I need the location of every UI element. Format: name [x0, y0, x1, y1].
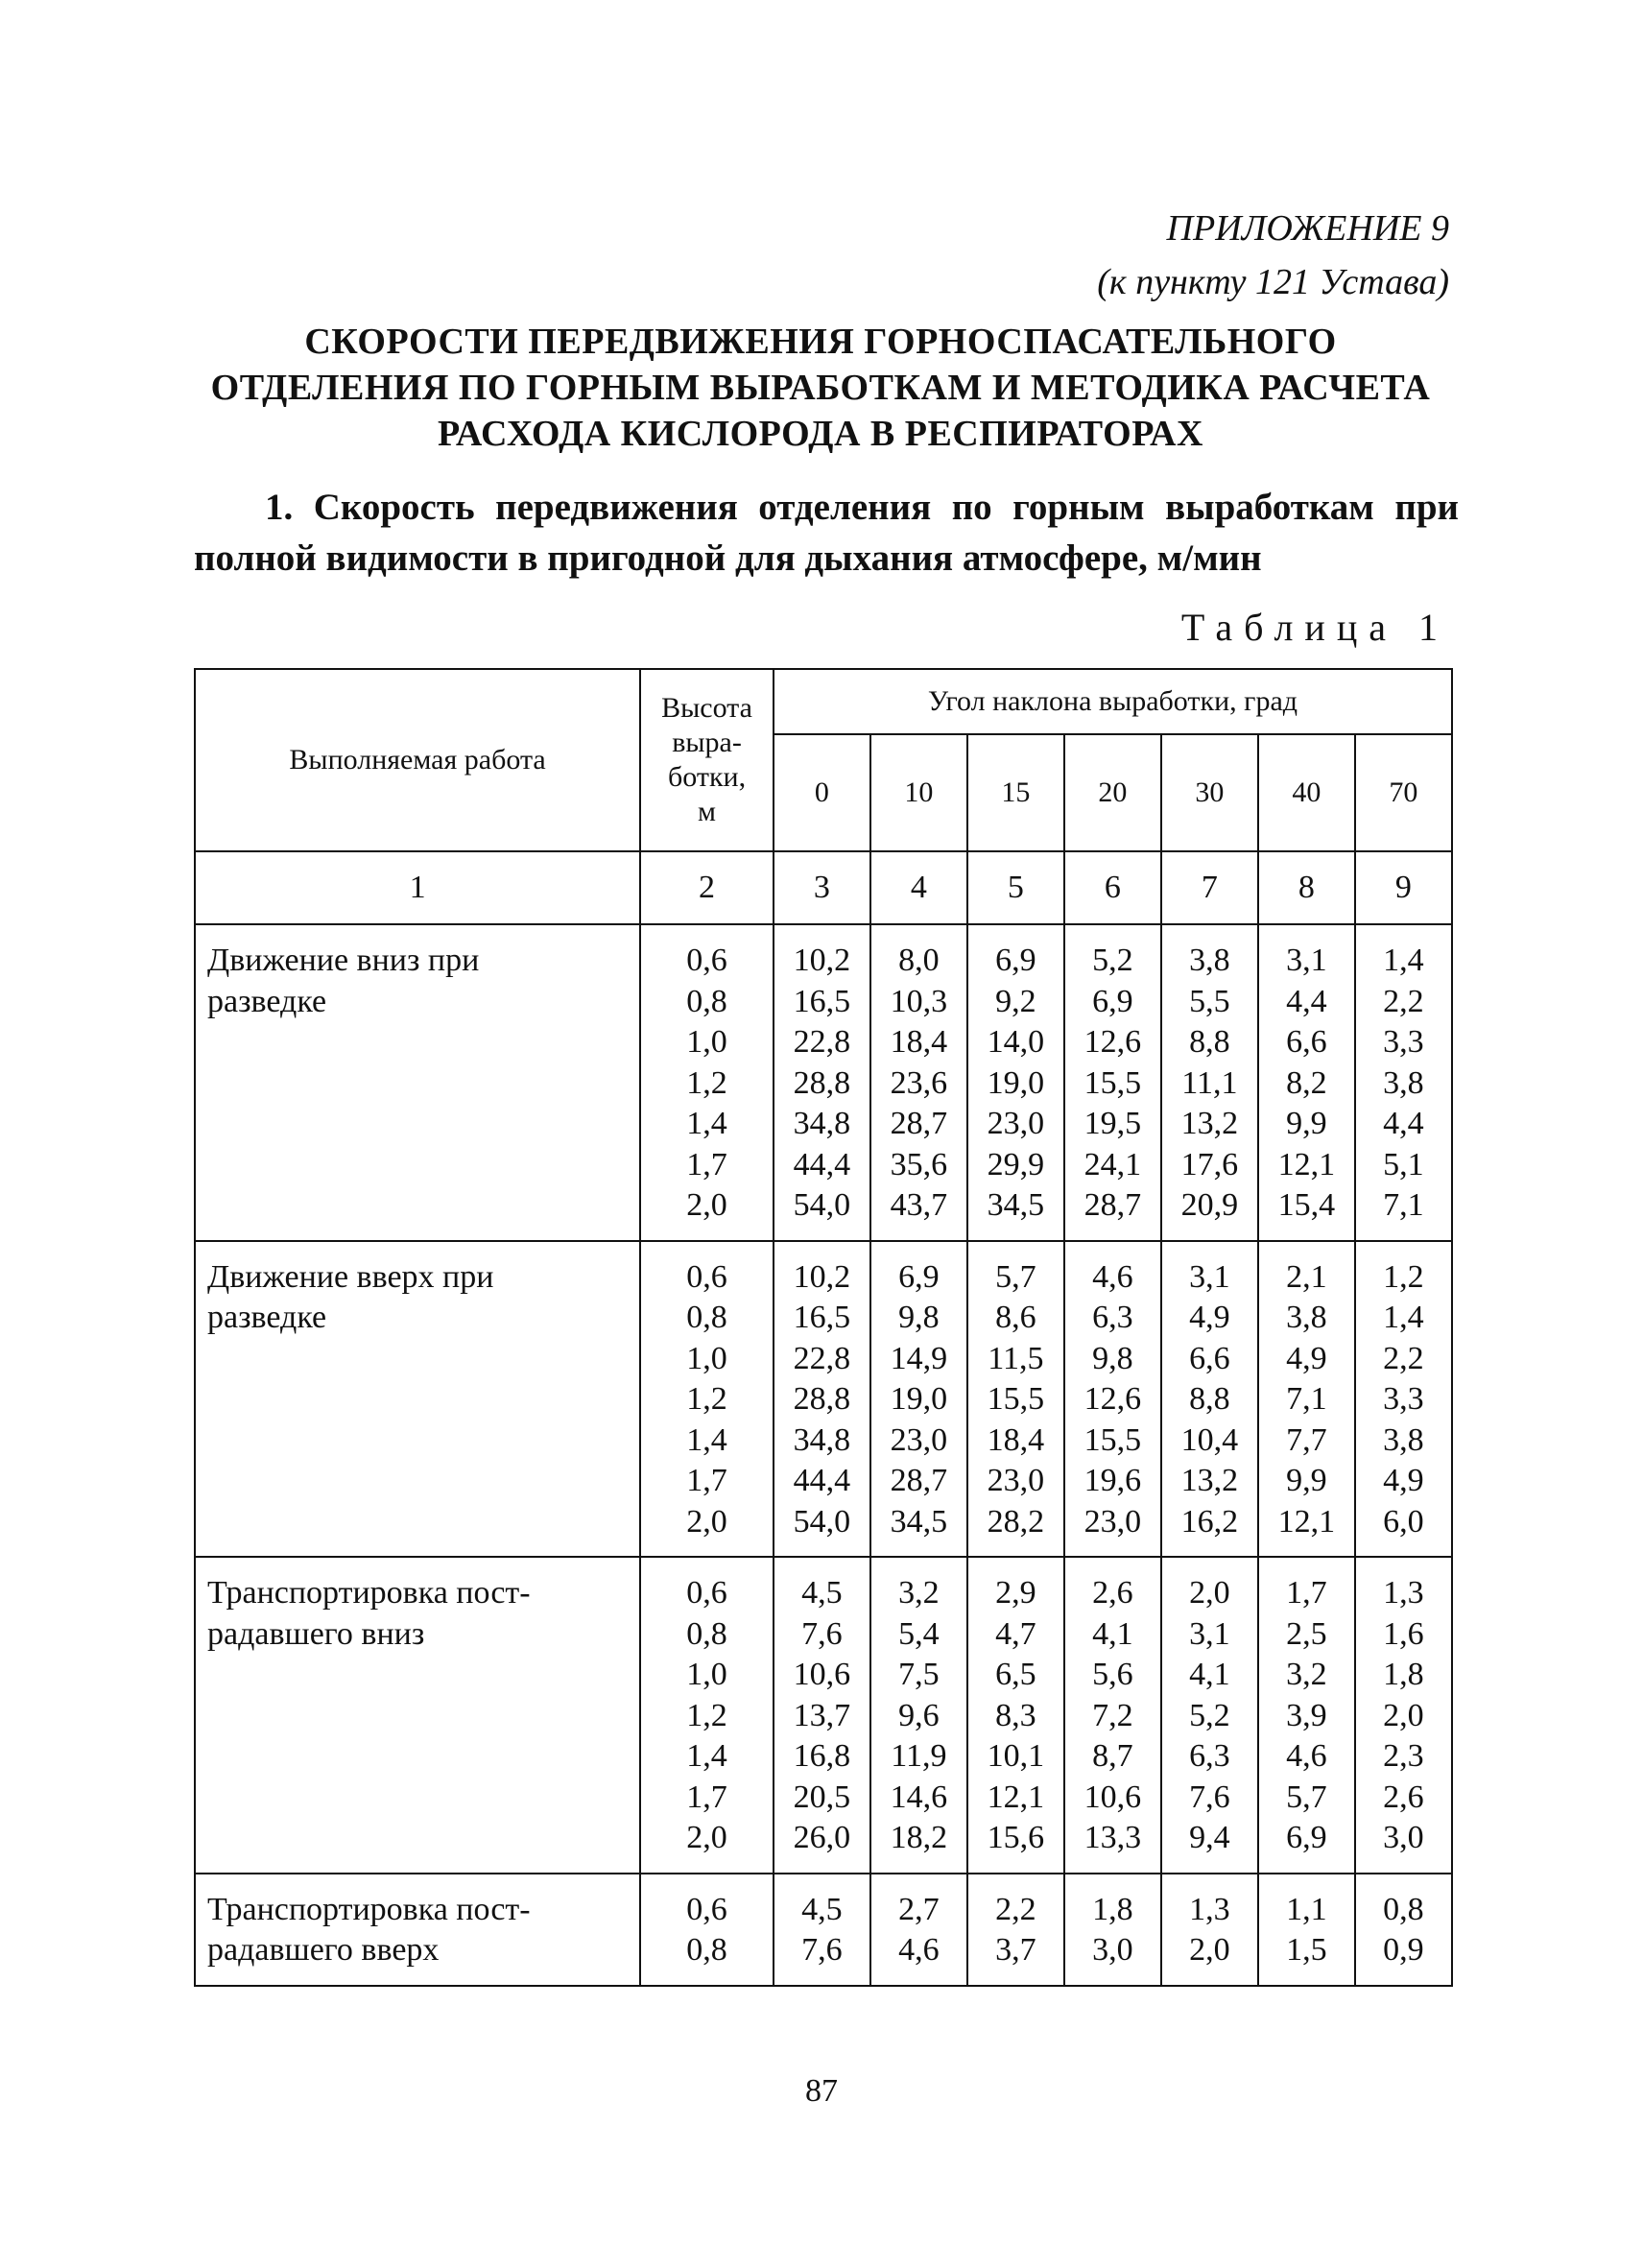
speed-value: 3,1 — [1286, 943, 1327, 978]
speed-value: 5,4 — [898, 1615, 940, 1652]
speed-value: 1,5 — [1286, 1932, 1327, 1968]
height-value: 1,2 — [686, 1381, 727, 1417]
speed-value: 7,7 — [1286, 1421, 1327, 1458]
height-value: 0,6 — [686, 1258, 727, 1295]
speed-value: 2,2 — [1383, 1340, 1424, 1376]
section-heading: 1. Скорость передвижения отделения по горным выработкам при полной видимости в пригодной для дыхания атмосфере, м/мин — [194, 487, 1459, 579]
speed-value: 16,5 — [793, 983, 851, 1019]
speed-value: 18,2 — [890, 1820, 948, 1855]
speed-value: 28,7 — [890, 1106, 948, 1141]
speed-value: 6,3 — [1092, 1300, 1133, 1335]
speed-value: 1,1 — [1286, 1891, 1327, 1927]
speed-value: 6,3 — [1189, 1738, 1230, 1774]
header-height-line: ботки, — [667, 761, 747, 793]
speed-value: 10,1 — [987, 1738, 1045, 1774]
speed-value: 54,0 — [793, 1187, 851, 1223]
speed-value: 28,8 — [793, 1381, 851, 1417]
column-number: 2 — [640, 851, 774, 924]
table-label: Таблица 1 — [1180, 606, 1449, 649]
work-label-line: радавшего вниз — [207, 1615, 425, 1652]
speed-cell-angle-40 — [1258, 1874, 1355, 1986]
speed-value: 7,6 — [801, 1615, 843, 1652]
speed-value: 28,7 — [890, 1463, 948, 1498]
speed-value: 6,9 — [1286, 1820, 1327, 1855]
speed-cell-angle-15 — [967, 1874, 1064, 1986]
work-cell — [195, 1557, 640, 1874]
speed-value: 29,9 — [987, 1146, 1045, 1182]
speed-value: 2,6 — [1092, 1575, 1133, 1611]
height-value: 0,8 — [686, 983, 727, 1019]
work-label-line: Движение вверх при — [207, 1258, 494, 1295]
speed-cell-angle-40 — [1258, 1557, 1355, 1874]
speed-value: 11,5 — [988, 1340, 1044, 1376]
speed-value: 7,2 — [1092, 1697, 1133, 1733]
angle-30: 30 — [1161, 734, 1258, 851]
angle-20: 20 — [1064, 734, 1161, 851]
speed-value: 1,8 — [1383, 1657, 1424, 1692]
height-value: 1,0 — [686, 1024, 727, 1060]
height-value: 1,2 — [686, 1697, 727, 1733]
speed-cell-angle-40 — [1258, 924, 1355, 1241]
speed-value: 3,2 — [898, 1575, 940, 1611]
column-number: 7 — [1161, 851, 1258, 924]
height-value: 2,0 — [686, 1503, 727, 1540]
speed-value: 16,8 — [793, 1738, 851, 1774]
header-work: Выполняемая работа — [195, 669, 640, 851]
speed-value: 4,5 — [801, 1575, 843, 1611]
height-value: 1,7 — [686, 1779, 727, 1815]
speed-value: 5,7 — [995, 1258, 1036, 1295]
speed-value: 2,3 — [1383, 1738, 1424, 1774]
speed-value: 6,9 — [995, 943, 1036, 978]
speed-value: 8,6 — [995, 1300, 1036, 1335]
speed-value: 34,8 — [793, 1106, 851, 1141]
speed-value: 22,8 — [793, 1024, 851, 1060]
speed-cell-angle-70 — [1355, 1557, 1452, 1874]
speed-value: 5,5 — [1189, 983, 1230, 1019]
speed-value: 43,7 — [890, 1187, 948, 1223]
speed-value: 54,0 — [793, 1503, 851, 1540]
height-value: 1,0 — [686, 1657, 727, 1692]
height-value: 2,0 — [686, 1187, 727, 1223]
speed-value: 13,2 — [1180, 1463, 1239, 1498]
angle-70: 70 — [1355, 734, 1452, 851]
speed-value: 3,7 — [995, 1932, 1036, 1968]
work-label-line: Транспортировка пост- — [207, 1575, 531, 1611]
height-value: 1,4 — [686, 1106, 727, 1141]
speed-value: 4,6 — [1092, 1258, 1133, 1295]
speed-value: 23,0 — [987, 1463, 1045, 1498]
speed-value: 2,2 — [1383, 983, 1424, 1019]
speed-value: 23,0 — [987, 1106, 1045, 1141]
speed-value: 0,9 — [1383, 1932, 1424, 1968]
speed-value: 4,4 — [1383, 1106, 1424, 1141]
speed-value: 7,1 — [1286, 1381, 1327, 1417]
speed-value: 23,6 — [890, 1064, 948, 1101]
speed-value: 4,6 — [1286, 1738, 1327, 1774]
header-height — [640, 669, 774, 851]
speed-value: 9,9 — [1286, 1106, 1327, 1141]
speed-value: 15,5 — [1083, 1421, 1142, 1458]
header-angle-group: Угол наклона выработки, град — [774, 669, 1452, 734]
speed-value: 3,9 — [1286, 1697, 1327, 1733]
speed-value: 18,4 — [890, 1024, 948, 1060]
speed-value: 19,0 — [890, 1381, 948, 1417]
work-label-line: Транспортировка пост- — [207, 1891, 531, 1927]
column-number: 5 — [967, 851, 1064, 924]
speed-value: 23,0 — [1083, 1503, 1142, 1540]
speed-value: 1,3 — [1383, 1575, 1424, 1611]
column-number: 8 — [1258, 851, 1355, 924]
speed-value: 5,6 — [1092, 1657, 1133, 1692]
speed-value: 2,2 — [995, 1891, 1036, 1927]
speed-value: 6,0 — [1383, 1503, 1424, 1540]
speed-value: 2,6 — [1383, 1779, 1424, 1815]
speed-cell-angle-10 — [870, 1241, 967, 1558]
angle-10: 10 — [870, 734, 967, 851]
speed-value: 14,6 — [890, 1779, 948, 1815]
speed-value: 11,9 — [891, 1738, 947, 1774]
speed-value: 6,6 — [1189, 1340, 1230, 1376]
speed-value: 34,8 — [793, 1421, 851, 1458]
speed-value: 8,2 — [1286, 1064, 1327, 1101]
header-height-line: м — [698, 796, 717, 827]
title-line-2: ОТДЕЛЕНИЯ ПО ГОРНЫМ ВЫРАБОТКАМ И МЕТОДИКА РАСЧЕТА — [210, 368, 1431, 408]
speed-value: 3,1 — [1189, 1615, 1230, 1652]
speed-value: 8,0 — [898, 943, 940, 978]
speed-value: 2,0 — [1189, 1932, 1230, 1968]
speed-value: 18,4 — [987, 1421, 1045, 1458]
column-number-row — [195, 851, 1452, 924]
header-height-line: Высота — [661, 692, 752, 724]
speed-cell-angle-0 — [774, 1557, 870, 1874]
speed-cell-angle-20 — [1064, 1557, 1161, 1874]
speed-value: 4,5 — [801, 1891, 843, 1927]
speed-value: 8,8 — [1189, 1381, 1230, 1417]
speed-value: 10,4 — [1180, 1421, 1239, 1458]
speed-value: 1,4 — [1383, 1300, 1424, 1335]
height-cell — [640, 924, 774, 1241]
speed-value: 15,4 — [1277, 1187, 1336, 1223]
speed-value: 12,6 — [1083, 1024, 1142, 1060]
speed-value: 44,4 — [793, 1463, 851, 1498]
speed-value: 12,6 — [1083, 1381, 1142, 1417]
angle-0: 0 — [774, 734, 870, 851]
document-title — [182, 319, 1459, 457]
speed-value: 2,1 — [1286, 1258, 1327, 1295]
speed-value: 24,1 — [1083, 1146, 1142, 1182]
column-number: 9 — [1355, 851, 1452, 924]
speed-value: 7,6 — [1189, 1779, 1230, 1815]
height-value: 0,8 — [686, 1615, 727, 1652]
speed-value: 12,1 — [987, 1779, 1045, 1815]
work-cell — [195, 1241, 640, 1558]
speed-value: 3,0 — [1383, 1820, 1424, 1855]
height-value: 0,6 — [686, 1575, 727, 1611]
speed-value: 14,9 — [890, 1340, 948, 1376]
speed-value: 3,8 — [1383, 1421, 1424, 1458]
height-value: 1,7 — [686, 1146, 727, 1182]
speed-value: 2,9 — [995, 1575, 1036, 1611]
height-value: 0,6 — [686, 943, 727, 978]
speed-value: 19,5 — [1083, 1106, 1142, 1141]
speed-value: 28,8 — [793, 1064, 851, 1101]
table-body — [195, 924, 1452, 1986]
speed-cell-angle-20 — [1064, 1241, 1161, 1558]
speed-cell-angle-40 — [1258, 1241, 1355, 1558]
speed-value: 4,1 — [1092, 1615, 1133, 1652]
speed-cell-angle-70 — [1355, 1241, 1452, 1558]
speed-value: 2,0 — [1383, 1697, 1424, 1733]
speed-cell-angle-10 — [870, 924, 967, 1241]
speed-value: 4,4 — [1286, 983, 1327, 1019]
speed-cell-angle-15 — [967, 924, 1064, 1241]
speed-value: 3,8 — [1383, 1064, 1424, 1101]
title-line-3: РАСХОДА КИСЛОРОДА В РЕСПИРАТОРАХ — [438, 414, 1203, 454]
speed-value: 3,3 — [1383, 1381, 1424, 1417]
speed-cell-angle-15 — [967, 1241, 1064, 1558]
speed-value: 10,6 — [793, 1657, 851, 1692]
speed-value: 6,9 — [898, 1258, 940, 1295]
speed-value: 9,8 — [898, 1300, 940, 1335]
height-value: 0,8 — [686, 1300, 727, 1335]
speed-cell-angle-15 — [967, 1557, 1064, 1874]
speed-value: 3,0 — [1092, 1932, 1133, 1968]
speed-value: 1,2 — [1383, 1258, 1424, 1295]
speed-cell-angle-70 — [1355, 924, 1452, 1241]
speed-value: 1,6 — [1383, 1615, 1424, 1652]
height-value: 1,2 — [686, 1064, 727, 1101]
height-cell — [640, 1557, 774, 1874]
work-label-line: разведке — [207, 983, 327, 1019]
work-cell — [195, 924, 640, 1241]
speed-cell-angle-10 — [870, 1557, 967, 1874]
column-number: 4 — [870, 851, 967, 924]
speed-value: 44,4 — [793, 1146, 851, 1182]
speed-value: 26,0 — [793, 1820, 851, 1855]
speed-value: 16,2 — [1180, 1503, 1239, 1540]
speed-value: 5,2 — [1189, 1697, 1230, 1733]
speed-value: 2,7 — [898, 1891, 940, 1927]
column-number: 1 — [195, 851, 640, 924]
speed-value: 1,3 — [1189, 1891, 1230, 1927]
speed-cell-angle-0 — [774, 1241, 870, 1558]
speed-value: 34,5 — [987, 1187, 1045, 1223]
height-value: 0,8 — [686, 1932, 727, 1968]
speed-value: 10,2 — [793, 1258, 851, 1295]
speed-value: 9,2 — [995, 983, 1036, 1019]
table-row-group — [195, 924, 1452, 1241]
speed-value: 9,9 — [1286, 1463, 1327, 1498]
height-value: 1,0 — [686, 1340, 727, 1376]
work-label-line: Движение вниз при — [207, 943, 480, 978]
speed-table — [194, 668, 1453, 1987]
page-number: 87 — [805, 2073, 838, 2109]
speed-value: 10,6 — [1083, 1779, 1142, 1815]
speed-value: 9,4 — [1189, 1820, 1230, 1855]
title-line-1: СКОРОСТИ ПЕРЕДВИЖЕНИЯ ГОРНОСПАСАТЕЛЬНОГО — [304, 322, 1337, 362]
speed-value: 0,8 — [1383, 1891, 1424, 1927]
speed-cell-angle-20 — [1064, 924, 1161, 1241]
speed-value: 2,0 — [1189, 1575, 1230, 1611]
speed-value: 10,3 — [890, 983, 948, 1019]
height-value: 1,4 — [686, 1738, 727, 1774]
speed-value: 5,1 — [1383, 1146, 1424, 1182]
speed-value: 10,2 — [793, 943, 851, 978]
speed-value: 20,5 — [793, 1779, 851, 1815]
speed-cell-angle-70 — [1355, 1874, 1452, 1986]
speed-value: 4,1 — [1189, 1657, 1230, 1692]
appendix-reference — [1097, 202, 1449, 309]
speed-value: 3,3 — [1383, 1024, 1424, 1060]
speed-cell-angle-30 — [1161, 1874, 1258, 1986]
work-label-line: радавшего вверх — [207, 1932, 440, 1968]
height-cell — [640, 1874, 774, 1986]
speed-value: 6,9 — [1092, 983, 1133, 1019]
speed-value: 17,6 — [1180, 1146, 1239, 1182]
speed-value: 12,1 — [1277, 1146, 1336, 1182]
appendix-number: ПРИЛОЖЕНИЕ 9 — [1166, 208, 1449, 249]
speed-value: 7,5 — [898, 1657, 940, 1692]
speed-value: 15,5 — [987, 1381, 1045, 1417]
table-row-group — [195, 1241, 1452, 1558]
speed-value: 11,1 — [1181, 1064, 1238, 1101]
speed-value: 8,8 — [1189, 1024, 1230, 1060]
speed-cell-angle-0 — [774, 1874, 870, 1986]
speed-value: 2,5 — [1286, 1615, 1327, 1652]
speed-value: 1,7 — [1286, 1575, 1327, 1611]
table-row-group — [195, 1874, 1452, 1986]
speed-value: 6,6 — [1286, 1024, 1327, 1060]
speed-value: 13,3 — [1083, 1820, 1142, 1855]
speed-cell-angle-30 — [1161, 1241, 1258, 1558]
height-value: 1,7 — [686, 1463, 727, 1498]
speed-cell-angle-10 — [870, 1874, 967, 1986]
speed-value: 8,3 — [995, 1697, 1036, 1733]
height-value: 1,4 — [686, 1421, 727, 1458]
speed-value: 3,2 — [1286, 1657, 1327, 1692]
speed-value: 35,6 — [890, 1146, 948, 1182]
speed-value: 4,9 — [1286, 1340, 1327, 1376]
angle-15: 15 — [967, 734, 1064, 851]
appendix-clause: (к пункту 121 Устава) — [1097, 262, 1449, 302]
speed-value: 19,6 — [1083, 1463, 1142, 1498]
speed-value: 13,2 — [1180, 1106, 1239, 1141]
speed-value: 20,9 — [1180, 1187, 1239, 1223]
speed-value: 28,7 — [1083, 1187, 1142, 1223]
speed-value: 16,5 — [793, 1300, 851, 1335]
speed-value: 9,8 — [1092, 1340, 1133, 1376]
speed-value: 4,7 — [995, 1615, 1036, 1652]
angle-40: 40 — [1258, 734, 1355, 851]
speed-value: 1,4 — [1383, 943, 1424, 978]
work-label-line: разведке — [207, 1300, 327, 1335]
speed-value: 6,5 — [995, 1657, 1036, 1692]
speed-value: 22,8 — [793, 1340, 851, 1376]
speed-value: 15,6 — [987, 1820, 1045, 1855]
speed-value: 7,6 — [801, 1932, 843, 1968]
speed-value: 1,8 — [1092, 1891, 1133, 1927]
speed-value: 34,5 — [890, 1503, 948, 1540]
speed-value: 7,1 — [1383, 1187, 1424, 1223]
speed-value: 3,1 — [1189, 1258, 1230, 1295]
table-row-group — [195, 1557, 1452, 1874]
column-number: 3 — [774, 851, 870, 924]
speed-cell-angle-30 — [1161, 1557, 1258, 1874]
speed-cell-angle-0 — [774, 924, 870, 1241]
header-height-line: выра- — [672, 727, 742, 758]
speed-value: 13,7 — [793, 1697, 851, 1733]
height-cell — [640, 1241, 774, 1558]
speed-value: 9,6 — [898, 1697, 940, 1733]
speed-value: 5,2 — [1092, 943, 1133, 978]
speed-value: 3,8 — [1286, 1300, 1327, 1335]
speed-value: 8,7 — [1092, 1738, 1133, 1774]
height-value: 0,6 — [686, 1891, 727, 1927]
speed-value: 12,1 — [1277, 1503, 1336, 1540]
speed-value: 15,5 — [1083, 1064, 1142, 1101]
speed-value: 19,0 — [987, 1064, 1045, 1101]
speed-value: 4,9 — [1189, 1300, 1230, 1335]
speed-cell-angle-30 — [1161, 924, 1258, 1241]
speed-value: 23,0 — [890, 1421, 948, 1458]
speed-value: 28,2 — [987, 1503, 1045, 1540]
table-header-row — [195, 669, 1452, 734]
speed-cell-angle-20 — [1064, 1874, 1161, 1986]
speed-value: 5,7 — [1286, 1779, 1327, 1815]
column-number: 6 — [1064, 851, 1161, 924]
height-value: 2,0 — [686, 1820, 727, 1855]
speed-value: 14,0 — [987, 1024, 1045, 1060]
speed-value: 4,6 — [898, 1932, 940, 1968]
speed-value: 3,8 — [1189, 943, 1230, 978]
speed-value: 4,9 — [1383, 1463, 1424, 1498]
work-cell — [195, 1874, 640, 1986]
